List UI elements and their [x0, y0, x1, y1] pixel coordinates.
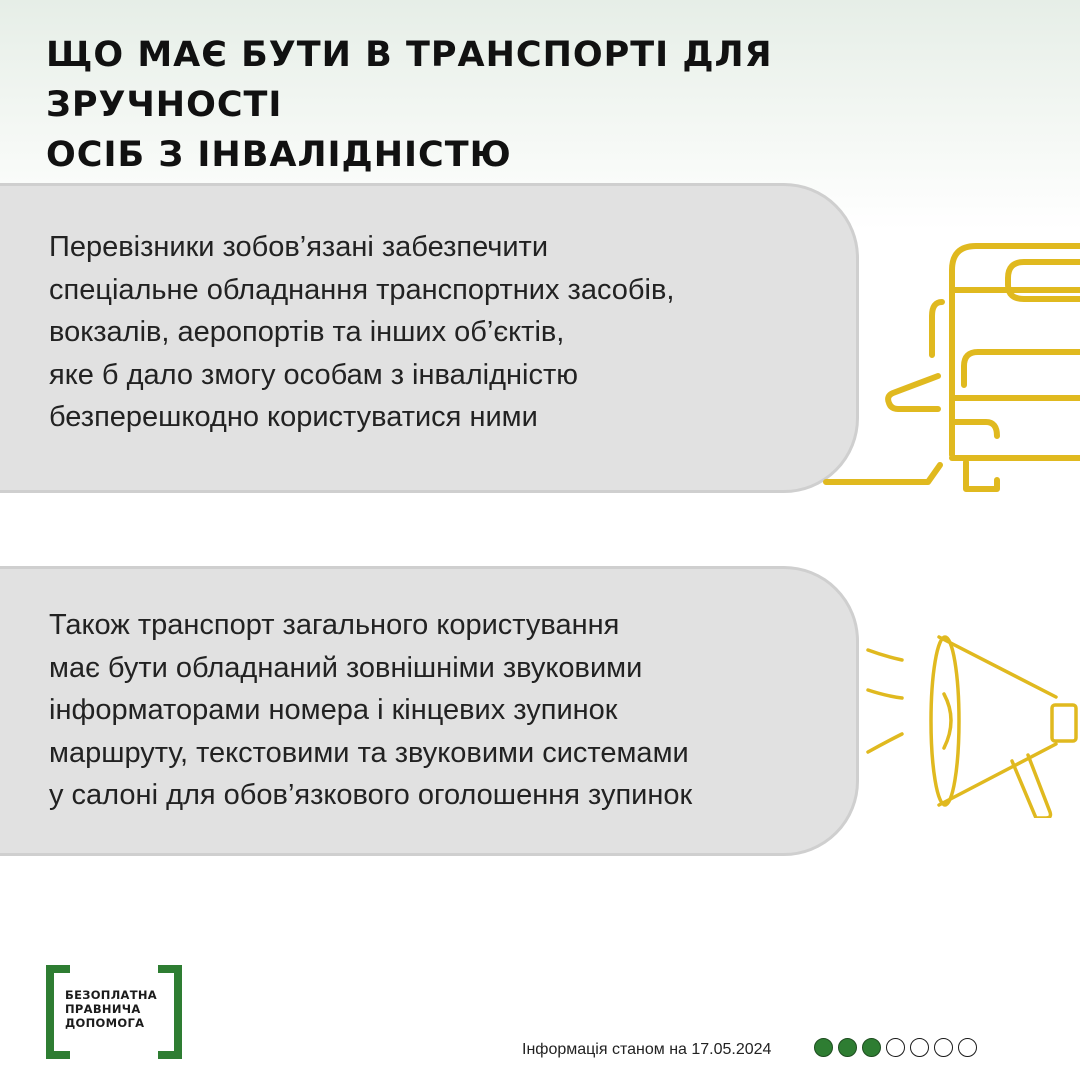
logo-bracket-right	[158, 965, 182, 1059]
page-dot-filled	[838, 1038, 857, 1057]
megaphone-icon	[862, 634, 1080, 818]
logo-text-line: ПРАВНИЧА	[65, 1002, 141, 1016]
logo-text	[65, 988, 157, 1030]
info-card-line: спеціальне обладнання транспортних засобів,	[49, 273, 675, 306]
info-card-text	[49, 604, 692, 817]
page-title-line: ОСІБ З ІНВАЛІДНІСТЮ	[46, 135, 512, 175]
page-dot-filled	[814, 1038, 833, 1057]
info-card-line: маршруту, текстовими та звуковими системами	[49, 736, 689, 769]
info-card-line: безперешкодно користуватися ними	[49, 401, 538, 433]
page-dot-empty	[910, 1038, 929, 1057]
pagination-dots	[814, 1038, 977, 1057]
info-card-text	[49, 226, 674, 439]
logo-text-line: БЕЗОПЛАТНА	[65, 988, 158, 1002]
info-card-line: яке б дало змогу особам з інвалідністю	[49, 358, 578, 391]
page-dot-empty	[934, 1038, 953, 1057]
info-card-line: має бути обладнаний зовнішніми звуковими	[49, 651, 643, 684]
info-card-line: вокзалів, аеропортів та інших об’єктів,	[49, 316, 565, 348]
info-card-line: у салоні для обов’язкового оголошення зупинок	[49, 779, 693, 811]
page-dot-empty	[958, 1038, 977, 1057]
info-card-line: інформаторами номера і кінцевих зупинок	[49, 694, 618, 726]
page-dot-empty	[886, 1038, 905, 1057]
bus-icon	[820, 238, 1080, 494]
info-card-equipment	[0, 183, 859, 493]
page-title-line: ЩО МАЄ БУТИ В ТРАНСПОРТІ ДЛЯ ЗРУЧНОСТІ	[46, 35, 773, 125]
info-card-line: Також транспорт загального користування	[49, 609, 620, 641]
page-dot-filled	[862, 1038, 881, 1057]
logo-text-line: ДОПОМОГА	[65, 1016, 145, 1030]
info-card-announcements	[0, 566, 859, 856]
brand-logo	[46, 965, 182, 1059]
page-title	[46, 30, 1006, 180]
info-card-line: Перевізники зобов’язані забезпечити	[49, 231, 549, 263]
info-date-text: Інформація станом на 17.05.2024	[522, 1041, 772, 1058]
